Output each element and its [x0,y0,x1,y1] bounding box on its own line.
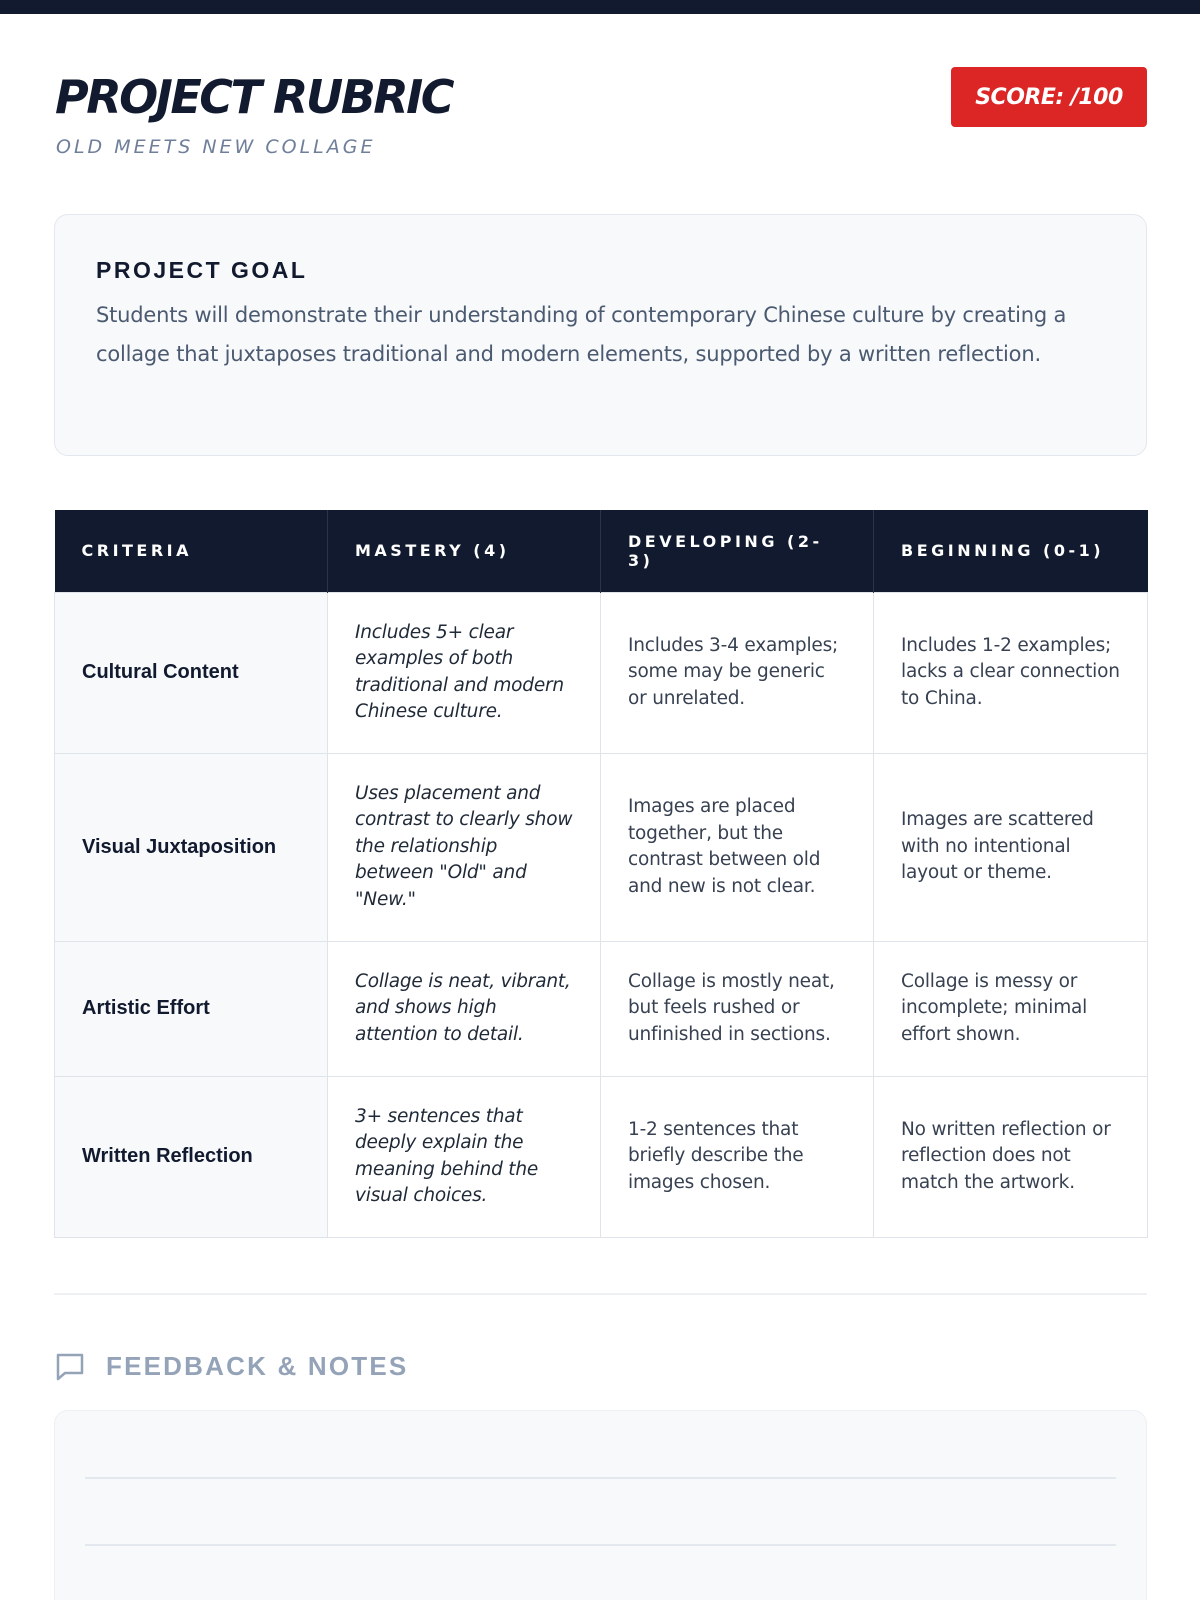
criteria-cell: Cultural Content [55,592,328,753]
mastery-cell: Includes 5+ clear examples of both traditional and modern Chinese culture. [328,592,601,753]
criteria-cell: Visual Juxtaposition [55,753,328,941]
table-row [55,753,1148,941]
column-header-beginning: BEGINNING (0-1) [874,510,1148,592]
developing-cell: Includes 3-4 examples; some may be generic or unrelated. [601,592,874,753]
beginning-cell: Includes 1-2 examples; lacks a clear connection to China. [874,592,1148,753]
beginning-cell: No written reflection or reflection does not match the artwork. [874,1076,1148,1237]
note-line [85,1477,1116,1479]
rubric-header-row [55,510,1148,592]
mastery-cell: 3+ sentences that deeply explain the meaning behind the visual choices. [328,1076,601,1237]
developing-cell: Images are placed together, but the contrast between old and new is not clear. [601,753,874,941]
page-title: PROJECT RUBRIC [55,70,453,124]
table-row [55,592,1148,753]
feedback-header [54,1350,408,1382]
beginning-cell: Collage is messy or incomplete; minimal effort shown. [874,941,1148,1076]
developing-cell: 1-2 sentences that briefly describe the images chosen. [601,1076,874,1237]
project-goal-heading: PROJECT GOAL [96,257,308,283]
top-accent-bar [0,0,1200,14]
column-header-mastery: MASTERY (4) [328,510,601,592]
mastery-cell: Uses placement and contrast to clearly show the relationship between "Old" and "New." [328,753,601,941]
section-divider [54,1293,1147,1295]
project-goal-card [54,214,1147,456]
score-badge: SCORE: /100 [951,67,1147,127]
beginning-cell: Images are scattered with no intentional layout or theme. [874,753,1148,941]
column-header-criteria: CRITERIA [55,510,328,592]
criteria-cell: Artistic Effort [55,941,328,1076]
criteria-cell: Written Reflection [55,1076,328,1237]
page-subtitle: OLD MEETS NEW COLLAGE [56,136,376,158]
notes-area[interactable] [54,1410,1147,1600]
chat-bubble-icon [54,1350,86,1382]
table-row [55,1076,1148,1237]
table-row [55,941,1148,1076]
developing-cell: Collage is mostly neat, but feels rushed or unfinished in sections. [601,941,874,1076]
feedback-title: FEEDBACK & NOTES [106,1350,409,1381]
column-header-developing: DEVELOPING (2-3) [601,510,874,592]
mastery-cell: Collage is neat, vibrant, and shows high attention to detail. [328,941,601,1076]
project-goal-text: Students will demonstrate their understanding of contemporary Chinese culture by creating a collage that juxtaposes traditional and modern elements, supported by a written reflection. [96,303,1067,366]
note-line [85,1544,1116,1546]
rubric-table [54,510,1148,1238]
